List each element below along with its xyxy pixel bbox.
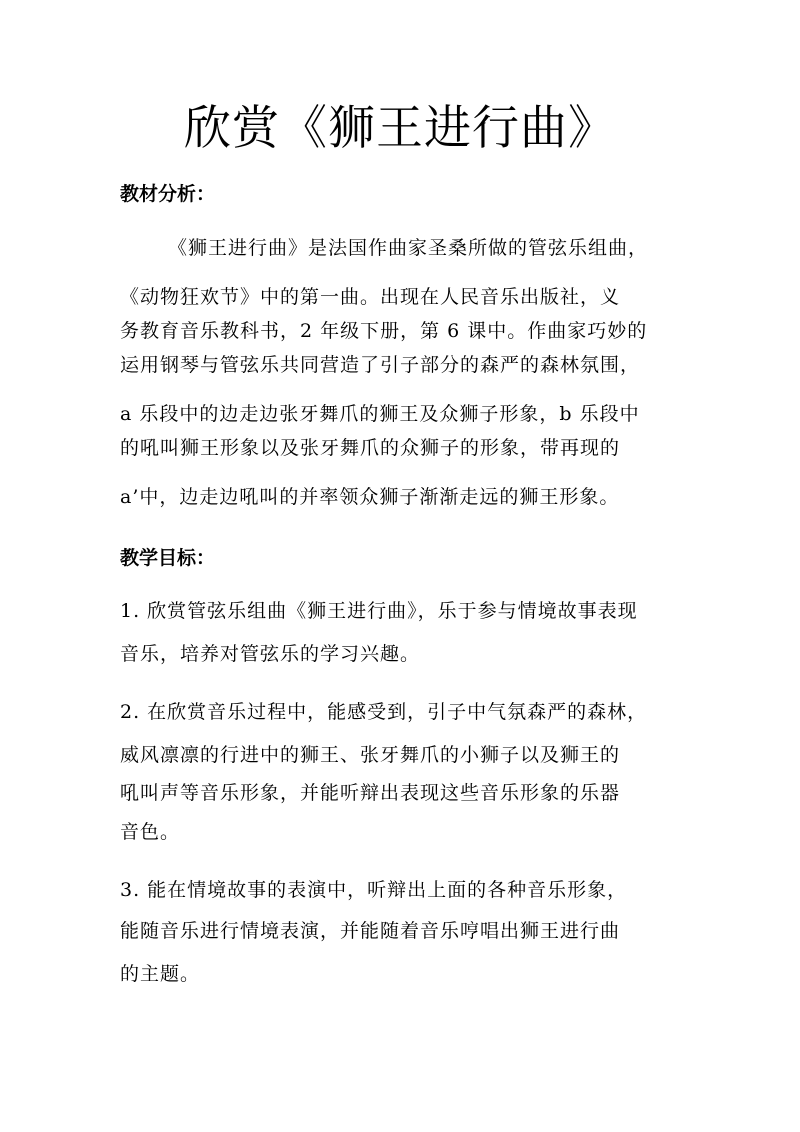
objective-line: 1. 欣赏管弦乐组曲《狮王进行曲》，乐于参与情境故事表现 bbox=[120, 600, 638, 622]
paragraph-line: 运用钢琴与管弦乐共同营造了引子部分的森严的森林氛围， bbox=[120, 354, 641, 376]
objective-line: 威风凛凛的行进中的狮王、张牙舞爪的小狮子以及狮王的 bbox=[120, 744, 621, 766]
paragraph-line: 的吼叫狮王形象以及张牙舞爪的众狮子的形象，带再现的 bbox=[120, 437, 621, 459]
document-title: 欣赏《狮王进行曲》 bbox=[184, 101, 616, 156]
paragraph-line: 务教育音乐教科书，2 年级下册，第 6 课中。作曲家巧妙的 bbox=[120, 320, 648, 342]
paragraph-line: 《狮王进行曲》是法国作曲家圣桑所做的管弦乐组曲， bbox=[168, 237, 649, 259]
objective-line: 2. 在欣赏音乐过程中，能感受到，引子中气氛森严的森林， bbox=[120, 701, 648, 723]
objective-line: 的主题。 bbox=[120, 963, 201, 985]
objective-line: 音乐，培养对管弦乐的学习兴趣。 bbox=[120, 643, 421, 665]
objective-line: 音色。 bbox=[120, 821, 181, 843]
objective-line: 能随音乐进行情境表演，并能随着音乐哼唱出狮王进行曲 bbox=[120, 920, 621, 942]
objective-line: 吼叫声等音乐形象，并能听辩出表现这些音乐形象的乐器 bbox=[120, 782, 621, 804]
paragraph-line: a 乐段中的边走边张牙舞爪的狮王及众狮子形象，b 乐段中 bbox=[120, 403, 640, 425]
section-heading-objectives: 教学目标： bbox=[120, 547, 216, 569]
section-heading-analysis: 教材分析： bbox=[120, 183, 216, 205]
objective-line: 3. 能在情境故事的表演中，听辩出上面的各种音乐形象， bbox=[120, 879, 628, 901]
paragraph-line: a’中，边走边吼叫的并率领众狮子渐渐走远的狮王形象。 bbox=[120, 486, 620, 508]
paragraph-line: 《动物狂欢节》中的第一曲。出现在人民音乐出版社，义 bbox=[120, 286, 621, 308]
